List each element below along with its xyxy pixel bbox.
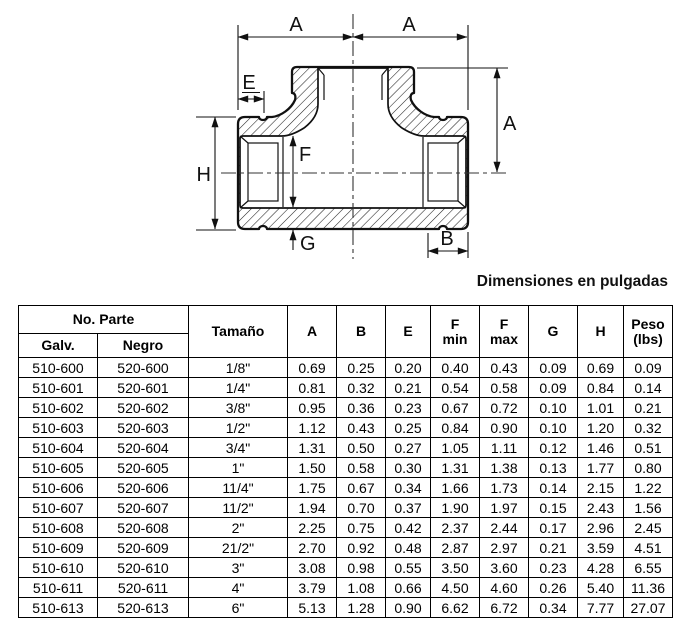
- table-cell: 0.80: [624, 458, 673, 478]
- table-cell: 0.70: [337, 498, 386, 518]
- table-cell: 5.13: [288, 598, 337, 618]
- table-cell: 0.50: [337, 438, 386, 458]
- header-galv: Galv.: [19, 334, 98, 358]
- table-cell: 4": [189, 578, 288, 598]
- table-cell: 11/4": [189, 478, 288, 498]
- table-cell: 510-610: [19, 558, 98, 578]
- table-cell: 520-601: [98, 378, 189, 398]
- table-cell: 0.69: [578, 358, 624, 378]
- table-cell: 0.09: [529, 358, 578, 378]
- table-cell: 4.50: [431, 578, 480, 598]
- table-cell: 0.67: [431, 398, 480, 418]
- header-tamano: Tamaño: [189, 306, 288, 358]
- table-cell: 0.98: [337, 558, 386, 578]
- table-cell: 3/4": [189, 438, 288, 458]
- header-f-max-bottom: max: [489, 330, 519, 347]
- table-cell: 0.67: [337, 478, 386, 498]
- table-cell: 1.31: [431, 458, 480, 478]
- table-cell: 2.25: [288, 518, 337, 538]
- table-header: [19, 306, 673, 358]
- table-cell: 510-603: [19, 418, 98, 438]
- table-cell: 0.26: [529, 578, 578, 598]
- table-cell: 3/8": [189, 398, 288, 418]
- table-cell: 1.97: [480, 498, 529, 518]
- table-cell: 0.09: [529, 378, 578, 398]
- table-row: [19, 518, 673, 538]
- fitting-cross-section: [221, 14, 506, 259]
- table-cell: 510-613: [19, 598, 98, 618]
- header-f-min-top: F: [450, 316, 460, 332]
- table-cell: 510-601: [19, 378, 98, 398]
- tee-fitting-drawing: [0, 0, 688, 270]
- table-cell: 3.08: [288, 558, 337, 578]
- dim-label-a-top-left: A: [289, 14, 303, 36]
- table-cell: 0.14: [529, 478, 578, 498]
- table-cell: 1/2": [189, 418, 288, 438]
- table-cell: 1.66: [431, 478, 480, 498]
- table-cell: 510-611: [19, 578, 98, 598]
- table-cell: 6.72: [480, 598, 529, 618]
- table-cell: 520-611: [98, 578, 189, 598]
- header-a: A: [288, 306, 337, 358]
- table-cell: 0.34: [386, 478, 431, 498]
- table-cell: 0.10: [529, 398, 578, 418]
- table-cell: 1.46: [578, 438, 624, 458]
- table-cell: 4.28: [578, 558, 624, 578]
- table-cell: 0.34: [529, 598, 578, 618]
- table-cell: 0.66: [386, 578, 431, 598]
- table-cell: 2.96: [578, 518, 624, 538]
- table-cell: 0.17: [529, 518, 578, 538]
- header-peso-top: Peso: [631, 316, 665, 332]
- header-f-max: [480, 306, 529, 358]
- table-cell: 1.22: [624, 478, 673, 498]
- table-cell: 3.60: [480, 558, 529, 578]
- table-cell: 0.27: [386, 438, 431, 458]
- table-row: [19, 558, 673, 578]
- table-cell: 0.81: [288, 378, 337, 398]
- table-cell: 0.37: [386, 498, 431, 518]
- header-f-min: [431, 306, 480, 358]
- table-cell: 1/4": [189, 378, 288, 398]
- header-no-parte: No. Parte: [19, 306, 189, 334]
- table-cell: 2.87: [431, 538, 480, 558]
- table-cell: 520-606: [98, 478, 189, 498]
- table-cell: 1.20: [578, 418, 624, 438]
- table-cell: 0.25: [386, 418, 431, 438]
- table-cell: 0.90: [480, 418, 529, 438]
- table-cell: 520-610: [98, 558, 189, 578]
- header-peso-bottom: (lbs): [633, 330, 663, 347]
- table-row: [19, 398, 673, 418]
- table-cell: 2.70: [288, 538, 337, 558]
- dim-label-h: H: [196, 164, 211, 186]
- table-cell: 11/2": [189, 498, 288, 518]
- table-cell: 1.94: [288, 498, 337, 518]
- table-cell: 2.43: [578, 498, 624, 518]
- table-cell: 0.55: [386, 558, 431, 578]
- table-row: [19, 538, 673, 558]
- table-cell: 1.12: [288, 418, 337, 438]
- header-f-min-bottom: min: [442, 330, 468, 347]
- dim-label-b: B: [440, 228, 454, 250]
- table-cell: 1.75: [288, 478, 337, 498]
- table-row: [19, 438, 673, 458]
- table-cell: 510-600: [19, 358, 98, 378]
- dim-label-a-top-right: A: [402, 14, 416, 36]
- table-cell: 2.97: [480, 538, 529, 558]
- dim-label-f: F: [299, 144, 312, 166]
- table-caption: Dimensiones en pulgadas: [476, 273, 668, 290]
- table-cell: 1.11: [480, 438, 529, 458]
- table-cell: 520-605: [98, 458, 189, 478]
- table-cell: 1": [189, 458, 288, 478]
- table-cell: 0.69: [288, 358, 337, 378]
- table-cell: 0.42: [386, 518, 431, 538]
- header-negro: Negro: [98, 334, 189, 358]
- table-cell: 3": [189, 558, 288, 578]
- table-cell: 0.43: [337, 418, 386, 438]
- table-cell: 0.25: [337, 358, 386, 378]
- table-cell: 0.20: [386, 358, 431, 378]
- header-e: E: [386, 306, 431, 358]
- table-cell: 2": [189, 518, 288, 538]
- table-cell: 3.79: [288, 578, 337, 598]
- table-cell: 0.32: [624, 418, 673, 438]
- table-cell: 6": [189, 598, 288, 618]
- table-cell: 0.13: [529, 458, 578, 478]
- table-cell: 2.15: [578, 478, 624, 498]
- table-cell: 0.75: [337, 518, 386, 538]
- table-cell: 1.01: [578, 398, 624, 418]
- table-cell: 510-605: [19, 458, 98, 478]
- table-cell: 520-602: [98, 398, 189, 418]
- table-cell: 0.14: [624, 378, 673, 398]
- table-cell: 3.50: [431, 558, 480, 578]
- table-cell: 7.77: [578, 598, 624, 618]
- table-cell: 0.23: [386, 398, 431, 418]
- table-cell: 0.09: [624, 358, 673, 378]
- header-b: B: [337, 306, 386, 358]
- table-cell: 1.38: [480, 458, 529, 478]
- table-cell: 3.59: [578, 538, 624, 558]
- table-cell: 0.23: [529, 558, 578, 578]
- table-cell: 510-604: [19, 438, 98, 458]
- table-cell: 510-609: [19, 538, 98, 558]
- table-cell: 4.51: [624, 538, 673, 558]
- table-cell: 0.58: [337, 458, 386, 478]
- table-cell: 0.40: [431, 358, 480, 378]
- table-cell: 0.36: [337, 398, 386, 418]
- table-cell: 520-603: [98, 418, 189, 438]
- table-cell: 520-609: [98, 538, 189, 558]
- table-cell: 0.54: [431, 378, 480, 398]
- table-cell: 21/2": [189, 538, 288, 558]
- header-h: H: [578, 306, 624, 358]
- table-cell: 0.92: [337, 538, 386, 558]
- table-cell: 0.12: [529, 438, 578, 458]
- table-cell: 0.21: [624, 398, 673, 418]
- table-cell: 27.07: [624, 598, 673, 618]
- table-cell: 0.21: [386, 378, 431, 398]
- table-cell: 0.43: [480, 358, 529, 378]
- table-cell: 6.62: [431, 598, 480, 618]
- table-cell: 0.84: [578, 378, 624, 398]
- table-cell: 2.44: [480, 518, 529, 538]
- table-cell: 510-607: [19, 498, 98, 518]
- table-cell: 520-600: [98, 358, 189, 378]
- table-cell: 0.30: [386, 458, 431, 478]
- table-cell: 0.90: [386, 598, 431, 618]
- table-cell: 0.32: [337, 378, 386, 398]
- table-cell: 5.40: [578, 578, 624, 598]
- table-cell: 510-608: [19, 518, 98, 538]
- table-cell: 0.21: [529, 538, 578, 558]
- dim-label-g: G: [300, 233, 316, 255]
- table-cell: 11.36: [624, 578, 673, 598]
- table-row: [19, 418, 673, 438]
- table-cell: 520-604: [98, 438, 189, 458]
- table-row: [19, 358, 673, 378]
- header-f-max-top: F: [499, 316, 509, 332]
- table-row: [19, 478, 673, 498]
- table-cell: 2.37: [431, 518, 480, 538]
- table-cell: 4.60: [480, 578, 529, 598]
- table-cell: 1.28: [337, 598, 386, 618]
- table-cell: 510-602: [19, 398, 98, 418]
- table-cell: 0.58: [480, 378, 529, 398]
- header-g: G: [529, 306, 578, 358]
- table-cell: 520-607: [98, 498, 189, 518]
- table-cell: 510-606: [19, 478, 98, 498]
- table-cell: 1.56: [624, 498, 673, 518]
- table-cell: 1/8": [189, 358, 288, 378]
- table-cell: 520-608: [98, 518, 189, 538]
- table-row: [19, 578, 673, 598]
- table-cell: 520-613: [98, 598, 189, 618]
- table-body: [19, 358, 673, 618]
- table-cell: 0.15: [529, 498, 578, 518]
- table-cell: 1.73: [480, 478, 529, 498]
- dim-label-a-side: A: [503, 113, 517, 135]
- table-cell: 0.48: [386, 538, 431, 558]
- table-cell: 1.08: [337, 578, 386, 598]
- table-cell: 0.51: [624, 438, 673, 458]
- header-peso: [624, 306, 673, 358]
- table-cell: 6.55: [624, 558, 673, 578]
- table-cell: 1.31: [288, 438, 337, 458]
- table-cell: 1.90: [431, 498, 480, 518]
- table-cell: 0.95: [288, 398, 337, 418]
- table-row: [19, 498, 673, 518]
- table-cell: 0.10: [529, 418, 578, 438]
- table-cell: 1.77: [578, 458, 624, 478]
- table-row: [19, 598, 673, 618]
- table-row: [19, 458, 673, 478]
- table-cell: 2.45: [624, 518, 673, 538]
- table-cell: 0.72: [480, 398, 529, 418]
- table-cell: 0.84: [431, 418, 480, 438]
- table-row: [19, 378, 673, 398]
- dim-label-e: E: [242, 72, 256, 94]
- dimensions-table: [18, 305, 673, 618]
- table-cell: 1.50: [288, 458, 337, 478]
- table-cell: 1.05: [431, 438, 480, 458]
